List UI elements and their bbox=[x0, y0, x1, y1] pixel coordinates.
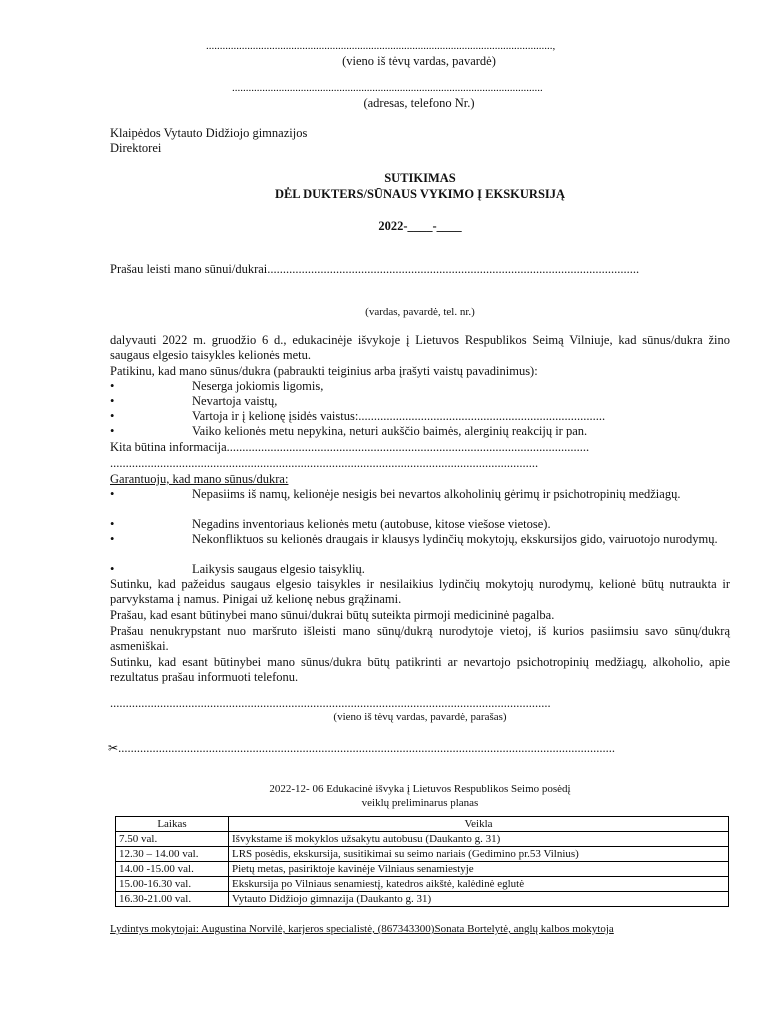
parent-name-line: .............................................................................................................................., bbox=[206, 40, 556, 52]
table-row bbox=[116, 892, 729, 907]
schedule-table bbox=[115, 816, 729, 907]
signature-line: ............................................................................................................................................. bbox=[110, 696, 551, 710]
cut-line-dots: ............................................................................................................................................................... bbox=[118, 741, 615, 755]
table-row bbox=[116, 862, 729, 877]
list-item-text: Nekonfliktuos su kelionės draugais ir klausys lydinčių mokytojų, ekskursijos gido, vairuotojo nurodymų. bbox=[192, 532, 718, 546]
parent-name-label: (vieno iš tėvų vardas, pavardė) bbox=[342, 54, 496, 68]
recipient-school: Klaipėdos Vytauto Didžiojo gimnazijos bbox=[110, 126, 308, 140]
bullet: • bbox=[110, 394, 115, 408]
list-item bbox=[110, 532, 730, 547]
list-item-text: Vartoja ir į kelionę įsidės vaistus:............................................................................... bbox=[192, 409, 606, 423]
document-date: 2022-____-____ bbox=[378, 219, 462, 233]
table-row bbox=[116, 832, 729, 847]
cell-activity: Pietų metas, pasiriktoje kavinėje Vilniaus senamiestyje bbox=[229, 862, 729, 877]
list-item-text: Vaiko kelionės metu nepykina, neturi aukščio baimės, alerginių reakcijų ir pan. bbox=[192, 424, 588, 438]
paragraph-testing: Sutinku, kad esant būtinybei mano sūnus/dukra būtų patikrinti ar nevartojo psichotropinių medžiagų, alkoholio, apie rezultatus prašau informuoti telefonu. bbox=[110, 655, 730, 684]
table-header-row bbox=[116, 817, 729, 832]
paragraph-assurance: Patikinu, kad mano sūnus/dukra (pabraukti teiginius arba įrašyti vaistų pavadinimus): bbox=[110, 364, 538, 378]
cut-line bbox=[108, 741, 615, 756]
address-label: (adresas, telefono Nr.) bbox=[363, 96, 475, 110]
bullet: • bbox=[110, 517, 115, 531]
bullet: • bbox=[110, 409, 115, 423]
bullet: • bbox=[110, 424, 115, 438]
bullet: • bbox=[110, 532, 115, 546]
accompanying-teachers: Lydintys mokytojai: Augustina Norvilė, karjeros specialistė, (867343300)Sonata Bortelytė, anglų kalbos mokytoja bbox=[110, 923, 614, 935]
cell-activity: LRS posėdis, ekskursija, susitikimai su seimo nariais (Gedimino pr.53 Vilnius) bbox=[229, 847, 729, 862]
other-info-dots: ......................................................................................................................................... bbox=[110, 456, 539, 470]
document-subtitle: DĖL DUKTERS/SŪNAUS VYKIMO Į EKSKURSIJĄ bbox=[274, 187, 566, 201]
column-header-time: Laikas bbox=[116, 817, 229, 832]
plan-title: 2022-12- 06 Edukacinė išvyka į Lietuvos Respublikos Seimo posėdį bbox=[269, 783, 571, 795]
signature-label: (vieno iš tėvų vardas, pavardė, parašas) bbox=[333, 711, 507, 723]
plan-subtitle: veiklų preliminarus planas bbox=[361, 797, 479, 809]
bullet: • bbox=[110, 487, 115, 501]
cell-time: 12.30 – 14.00 val. bbox=[116, 847, 229, 862]
paragraph-pickup: Prašau nenukrypstant nuo maršruto išleisti mano sūnų/dukrą nurodytoje vietoj, iš kurios pasiimsiu savo sūnų/dukrą asmeniškai. bbox=[110, 624, 730, 653]
cell-activity: Vytauto Didžiojo gimnazija (Daukanto g. 31) bbox=[229, 892, 729, 907]
cell-time: 16.30-21.00 val. bbox=[116, 892, 229, 907]
cell-time: 15.00-16.30 val. bbox=[116, 877, 229, 892]
guarantee-heading: Garantuoju, kad mano sūnus/dukra: bbox=[110, 472, 289, 486]
table-row bbox=[116, 847, 729, 862]
cell-activity: Išvykstame iš mokyklos užsakytu autobusu (Daukanto g. 31) bbox=[229, 832, 729, 847]
list-item bbox=[110, 487, 730, 502]
bullet: • bbox=[110, 379, 115, 393]
paragraph-first-aid: Prašau, kad esant būtinybei mano sūnui/dukrai būtų suteikta pirmoji medicininė pagalba. bbox=[110, 608, 555, 622]
column-header-activity: Veikla bbox=[229, 817, 729, 832]
list-item-text: Neserga jokiomis ligomis, bbox=[192, 379, 324, 393]
cell-time: 7.50 val. bbox=[116, 832, 229, 847]
list-item-text: Nepasiims iš namų, kelionėje nesigis bei nevartos alkoholinių gėrimų ir psichotropinių medžiagų. bbox=[192, 487, 681, 501]
paragraph-violation: Sutinku, kad pažeidus saugaus elgesio taisykles ir nesilaikius lydinčių mokytojų nurodymų, kelionė būtų nutraukta ir parvykstama į namus. Pinigai už kelionę nebus grąžinami. bbox=[110, 577, 730, 606]
cell-time: 14.00 -15.00 val. bbox=[116, 862, 229, 877]
list-item-text: Nevartoja vaistų, bbox=[192, 394, 278, 408]
bullet: • bbox=[110, 562, 115, 576]
request-sub-label: (vardas, pavardė, tel. nr.) bbox=[365, 306, 475, 318]
address-line: ................................................................................................................. bbox=[232, 82, 543, 94]
cell-activity: Ekskursija po Vilniaus senamiestį, katedros aikštė, kalėdinė eglutė bbox=[229, 877, 729, 892]
paragraph-participation: dalyvauti 2022 m. gruodžio 6 d., edukacinėje išvykoje į Lietuvos Respublikos Seimą Vilniuje, kad sūnus/dukra žino saugaus elgesio taisykles kelionės metu. bbox=[110, 333, 730, 362]
list-item-text: Laikysis saugaus elgesio taisyklių. bbox=[192, 562, 365, 576]
list-item-text: Negadins inventoriaus kelionės metu (autobuse, kitose viešose vietose). bbox=[192, 517, 551, 531]
recipient-title: Direktorei bbox=[110, 141, 162, 155]
request-line: Prašau leisti mano sūnui/dukrai....................................................................................................................... bbox=[110, 262, 640, 276]
scissors-icon: ✂ bbox=[108, 741, 119, 755]
other-info-line: Kita būtina informacija.................................................................................................................... bbox=[110, 440, 590, 454]
document-title: SUTIKIMAS bbox=[384, 171, 456, 185]
table-row bbox=[116, 877, 729, 892]
